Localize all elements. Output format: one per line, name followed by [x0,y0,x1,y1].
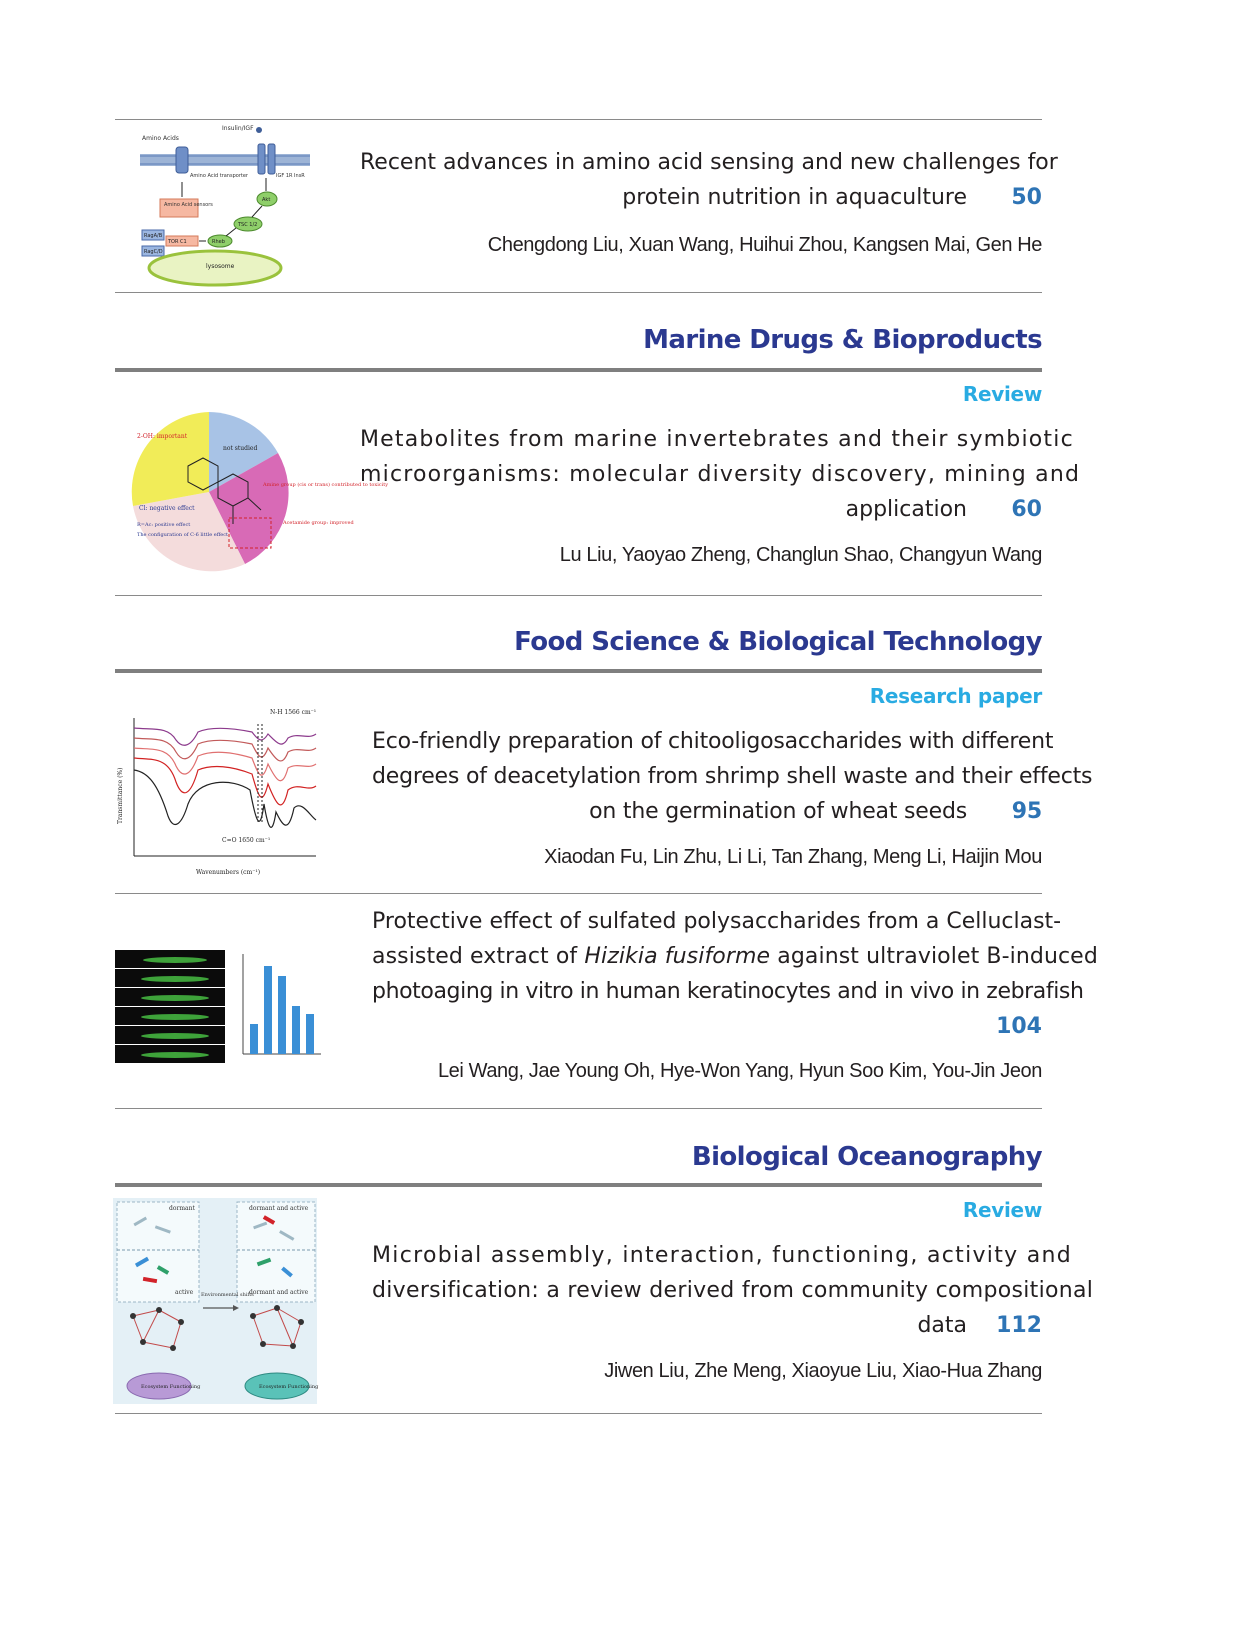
article-figure-ftir-spectra [112,704,320,880]
species-name: Hizikia fusiforme [584,944,771,969]
article-authors: Lu Liu, Yaoyao Zheng, Changlun Shao, Changyun Wang [559,544,1042,566]
divider [115,119,1042,120]
figure-label: lysosome [206,263,235,270]
figure-label: 2-OH: important [137,433,188,440]
article-figure-microbial-assembly [113,1198,317,1404]
title-line: application [845,497,967,522]
page-number[interactable]: 95 [1011,799,1042,824]
article-authors: Chengdong Liu, Xuan Wang, Huihui Zhou, Kangsen Mai, Gen He [487,234,1042,256]
figure-label: Amine group (cis or trans) contributed to toxicity [263,482,389,488]
figure-label: Transmittance (%) [117,767,124,824]
figure-label: Amino Acid transporter [190,173,248,179]
section-rule [115,368,1042,372]
figure-label: dormant [169,1205,195,1212]
title-line: Protective effect of sulfated polysaccharides from a Celluclast- [372,909,1062,934]
divider [115,1108,1042,1109]
divider [115,595,1042,596]
article-title[interactable] [372,724,1093,829]
page-number[interactable]: 60 [1011,497,1042,522]
figure-label: dormant and active [249,1205,309,1212]
title-line: on the germination of wheat seeds [589,799,967,824]
article-authors: Xiaodan Fu, Lin Zhu, Li Li, Tan Zhang, Meng Li, Haijin Mou [544,846,1042,868]
section-title-biological-oceanography: Biological Oceanography [691,1142,1042,1172]
figure-label: N-H 1566 cm⁻¹ [270,709,317,716]
figure-label: Cl: negative effect [139,505,195,512]
title-line: Microbial assembly, interaction, functioning, activity and [372,1243,1073,1268]
figure-label: Wavenumbers (cm⁻¹) [196,869,261,876]
page-number[interactable]: 112 [996,1313,1042,1338]
figure-label: active [175,1289,194,1296]
title-line: Recent advances in amino acid sensing and new challenges for [360,150,1058,175]
figure-label: RagC/D [144,249,163,255]
title-line: microorganisms: molecular diversity discovery, mining and [360,462,1081,487]
article-title[interactable] [372,904,1098,1044]
figure-label: Insulin/IGF [222,125,254,132]
figure-label: not studied [223,445,258,452]
article-figure-zebrafish [115,950,323,1064]
title-line: assisted extract of [372,944,585,969]
title-line: Metabolites from marine invertebrates and their symbiotic [360,427,1074,452]
figure-label: TSC 1/2 [238,222,258,228]
article-authors: Lei Wang, Jae Young Oh, Hye-Won Yang, Hyun Soo Kim, You-Jin Jeon [437,1060,1042,1082]
article-type-label: Review [962,382,1042,406]
article-title[interactable] [372,1238,1094,1343]
title-line: diversification: a review derived from community compositional [372,1278,1094,1303]
article-type-label: Research paper [869,684,1042,708]
title-line: against ultraviolet B-induced [770,944,1098,969]
section-rule [115,1183,1042,1187]
figure-label: Rheb [212,239,225,245]
page-number[interactable]: 50 [1011,185,1042,210]
section-rule [115,669,1042,673]
title-line: protein nutrition in aquaculture [622,185,967,210]
article-type-label: Review [962,1198,1042,1222]
article-title[interactable] [360,422,1081,527]
figure-label: Amino Acid sensors [164,202,213,208]
divider [115,893,1042,894]
figure-label: Environmental shifts [201,1292,254,1298]
figure-label: The configuration of C-6 little effect [137,532,229,538]
title-line: photoaging in vitro in human keratinocytes and in vivo in zebrafish [372,979,1084,1004]
section-title-food-science: Food Science & Biological Technology [514,627,1042,657]
figure-label: TOR C1 [168,239,187,245]
figure-label: Akt [262,197,271,203]
figure-label: C=O 1650 cm⁻¹ [222,837,271,844]
article-figure-amino-acid-sensing [140,122,310,290]
title-line: data [917,1313,967,1338]
title-line: Eco-friendly preparation of chitooligosaccharides with different [372,729,1054,754]
article-authors: Jiwen Liu, Zhe Meng, Xiaoyue Liu, Xiao-Hua Zhang [604,1360,1042,1382]
figure-label: dormant and active [249,1289,309,1296]
figure-label: Ecosystem Functioning [259,1384,319,1390]
article-title[interactable] [360,145,1058,215]
figure-label: RagA/B [144,233,163,239]
figure-label: R=Ac: positive effect [137,522,191,528]
divider [115,1413,1042,1414]
figure-label: Ecosystem Functioning [141,1384,201,1390]
title-line: degrees of deacetylation from shrimp shell waste and their effects [372,764,1093,789]
figure-label: IGF 1R InsR [276,173,305,179]
divider [115,292,1042,293]
figure-label: Acetamide group: improved [283,520,354,526]
figure-label: Amino Acids [142,135,179,142]
page-number[interactable]: 104 [996,1014,1042,1039]
article-figure-metabolites [133,406,389,578]
section-title-marine-drugs: Marine Drugs & Bioproducts [643,325,1042,355]
